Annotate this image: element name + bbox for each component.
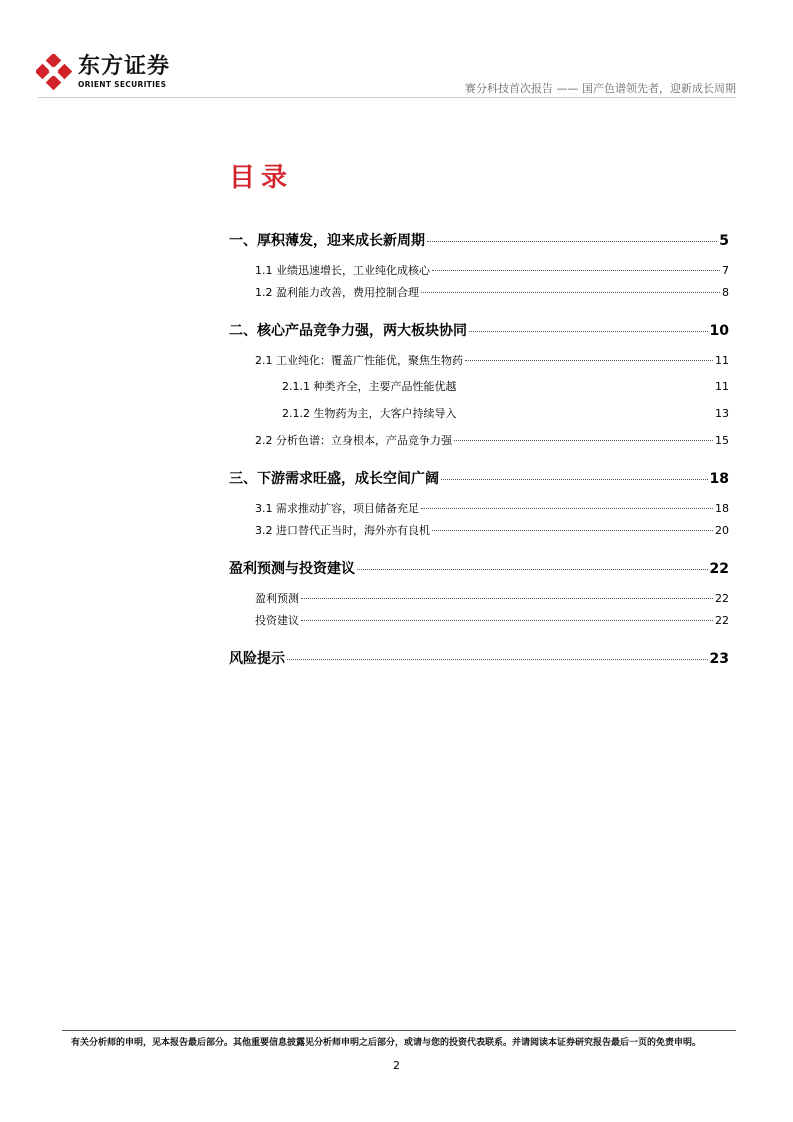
toc-entry-page: 23 — [709, 651, 729, 667]
page-number: 2 — [393, 1059, 400, 1072]
disclaimer-text: 有关分析师的申明，见本报告最后部分。其他重要信息披露见分析师申明之后部分，或请与您的投资代表联系。并请阅读本证券研究报告最后一页的免责申明。 — [71, 1038, 702, 1048]
toc-entry[interactable] — [229, 468, 729, 492]
toc-entry-page: 18 — [715, 502, 729, 515]
toc-entry-label: 盈利预测 — [255, 592, 299, 605]
orient-logo-icon — [36, 54, 72, 90]
toc-entry-label: 盈利预测与投资建议 — [229, 561, 355, 577]
toc-entry-label: 投资建议 — [255, 614, 299, 627]
toc-entry-page: 18 — [709, 471, 729, 487]
toc-leader-dots — [421, 508, 713, 509]
toc-entry[interactable] — [229, 405, 729, 432]
toc-entry-page: 7 — [722, 264, 729, 277]
toc-entry[interactable] — [229, 558, 729, 582]
toc-entry[interactable] — [229, 432, 729, 454]
toc-entry-label: 三、下游需求旺盛，成长空间广阔 — [229, 471, 439, 487]
toc-entry-label: 一、厚积薄发，迎来成长新周期 — [229, 233, 425, 249]
footer-divider — [62, 1030, 736, 1031]
toc-entry[interactable] — [229, 230, 729, 254]
header-divider — [38, 97, 736, 98]
toc-entry-label: 2.1.1 种类齐全，主要产品性能优越 — [282, 380, 457, 393]
toc-leader-dots — [432, 530, 713, 531]
toc-entry-label: 2.2 分析色谱：立身根本，产品竞争力强 — [255, 434, 452, 447]
company-logo — [36, 54, 170, 90]
toc-leader-dots — [454, 440, 713, 441]
toc-entry[interactable] — [229, 590, 729, 612]
toc-leader-dots — [357, 569, 708, 570]
toc-entry-page: 15 — [715, 434, 729, 447]
toc-leader-dots — [421, 292, 720, 293]
toc-entry-page: 5 — [719, 233, 729, 249]
toc-entry-page: 11 — [715, 380, 729, 393]
toc-entry[interactable] — [229, 352, 729, 374]
toc-entry[interactable] — [229, 262, 729, 284]
toc-entry[interactable] — [229, 612, 729, 634]
toc-entry-label: 1.2 盈利能力改善，费用控制合理 — [255, 286, 419, 299]
toc-entry-page: 22 — [715, 592, 729, 605]
toc-entry[interactable] — [229, 378, 729, 405]
toc-entry[interactable] — [229, 284, 729, 306]
toc-leader-dots — [287, 659, 708, 660]
toc-entry-page: 22 — [715, 614, 729, 627]
toc-entry[interactable] — [229, 500, 729, 522]
report-title: 赛分科技首次报告 —— 国产色谱领先者，迎新成长周期 — [465, 82, 736, 95]
toc-entry[interactable] — [229, 522, 729, 544]
toc-entry-page: 10 — [709, 323, 729, 339]
toc-entry-label: 3.1 需求推动扩容，项目储备充足 — [255, 502, 419, 515]
toc-entry[interactable] — [229, 648, 729, 672]
toc-entry[interactable] — [229, 320, 729, 344]
table-of-contents — [229, 230, 729, 672]
toc-entry-label: 2.1 工业纯化：覆盖广性能优，聚焦生物药 — [255, 354, 463, 367]
logo-english-name: ORIENT SECURITIES — [78, 80, 167, 89]
toc-entry-label: 1.1 业绩迅速增长，工业纯化成核心 — [255, 264, 430, 277]
toc-entry-page: 22 — [709, 561, 729, 577]
toc-entry-label: 2.1.2 生物药为主，大客户持续导入 — [282, 407, 457, 420]
toc-entry-label: 二、核心产品竞争力强，两大板块协同 — [229, 323, 467, 339]
toc-entry-label: 3.2 进口替代正当时，海外亦有良机 — [255, 524, 430, 537]
toc-leader-dots — [301, 620, 713, 621]
toc-leader-dots — [465, 360, 713, 361]
toc-leader-dots — [469, 331, 708, 332]
toc-entry-page: 8 — [722, 286, 729, 299]
toc-entry-page: 13 — [715, 407, 729, 420]
toc-leader-dots — [441, 479, 708, 480]
toc-entry-label: 风险提示 — [229, 651, 285, 667]
toc-leader-dots — [301, 598, 713, 599]
toc-leader-dots — [427, 241, 717, 242]
logo-chinese-name: 东方证券 — [78, 54, 171, 79]
toc-title: 目录 — [229, 163, 294, 193]
toc-leader-dots — [432, 270, 720, 271]
toc-entry-page: 11 — [715, 354, 729, 367]
toc-entry-page: 20 — [715, 524, 729, 537]
